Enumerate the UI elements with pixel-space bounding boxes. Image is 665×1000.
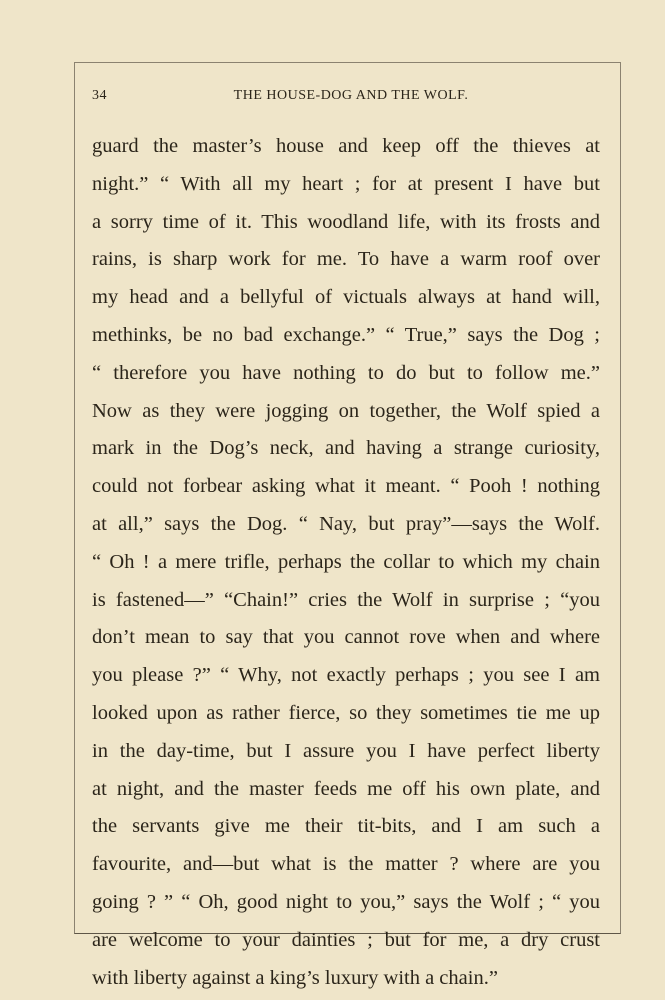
text-line: you please ?” “ Why, not exactly perhaps ; you see I am bbox=[92, 664, 600, 687]
text-line: at night, and the master feeds me off his own plate, and bbox=[92, 777, 600, 800]
text-line: with liberty against a king’s luxury with a chain.” bbox=[92, 966, 498, 989]
text-line: are welcome to your dainties ; but for me, a dry crust bbox=[92, 928, 600, 951]
text-line: don’t mean to say that you cannot rove when and where bbox=[92, 626, 600, 649]
page-header bbox=[92, 88, 600, 108]
text-line: night.” “ With all my heart ; for at present I have but bbox=[92, 172, 600, 195]
text-line: guard the master’s house and keep off the thieves at bbox=[92, 135, 600, 157]
body-text bbox=[92, 128, 600, 997]
running-title: THE HOUSE-DOG AND THE WOLF. bbox=[233, 88, 469, 103]
text-line: in the day-time, but I assure you I have perfect liberty bbox=[92, 739, 600, 762]
text-line: could not forbear asking what it meant. “ Pooh ! nothing bbox=[92, 475, 600, 498]
text-line: favourite, and—but what is the matter ? where are you bbox=[92, 853, 600, 876]
text-line: my head and a bellyful of victuals always at hand will, bbox=[92, 286, 600, 309]
text-line: going ? ” “ Oh, good night to you,” says the Wolf ; “ you bbox=[92, 890, 600, 913]
text-line: the servants give me their tit-bits, and I am such a bbox=[92, 815, 600, 838]
text-line: “ Oh ! a mere trifle, perhaps the collar to which my chain bbox=[92, 550, 600, 573]
page-number: 34 bbox=[92, 88, 107, 103]
text-line: is fastened—” “Chain!” cries the Wolf in surprise ; “you bbox=[92, 588, 600, 611]
text-line: a sorry time of it. This woodland life, with its frosts and bbox=[92, 210, 600, 233]
text-line: “ therefore you have nothing to do but to follow me.” bbox=[92, 361, 600, 384]
text-line: Now as they were jogging on together, the Wolf spied a bbox=[92, 399, 600, 422]
text-line: looked upon as rather fierce, so they sometimes tie me up bbox=[92, 701, 600, 724]
text-line: at all,” says the Dog. “ Nay, but pray”—says the Wolf. bbox=[92, 512, 600, 535]
text-line: methinks, be no bad exchange.” “ True,” says the Dog ; bbox=[92, 323, 600, 346]
text-line: rains, is sharp work for me. To have a warm roof over bbox=[92, 248, 600, 271]
text-line: mark in the Dog’s neck, and having a strange curiosity, bbox=[92, 437, 600, 460]
